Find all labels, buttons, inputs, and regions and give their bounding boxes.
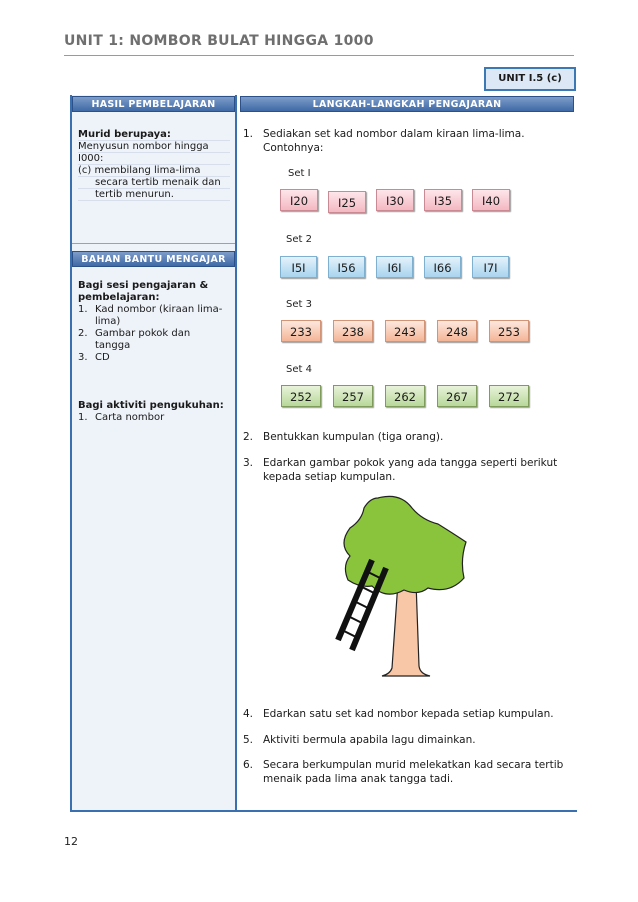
step-text: kepada setiap kumpulan. [263,471,396,483]
unit-badge: UNIT I.5 (c) [484,67,576,91]
number-card: 267 [437,385,477,407]
bahan-line1: CD [95,352,110,363]
number-card: I30 [376,189,414,211]
item-c-line3: tertib menurun. [95,189,174,200]
number-card: I7I [472,256,509,278]
number-card: I20 [280,189,318,211]
number-card: 248 [437,320,477,342]
step-text: Aktiviti bermula apabila lagu dimainkan. [263,734,476,746]
step-number: 5. [243,734,254,746]
step-number: 3. [243,457,254,469]
step-text: Secara berkumpulan murid melekatkan kad secara tertib [263,759,564,771]
step-text: menaik pada lima anak tangga tadi. [263,773,454,785]
step-number: 6. [243,759,254,771]
sesi-label1: Bagi sesi pengajaran & [78,280,209,291]
number-card: 233 [281,320,321,342]
hasil-pembelajaran-header: HASIL PEMBELAJARAN [72,96,235,112]
left-section-divider [72,243,235,244]
step-4 [243,707,573,721]
sesi-label2: pembelajaran: [78,292,160,303]
step-text: Contohnya: [263,142,324,154]
bahan-bantu-header: BAHAN BANTU MENGAJAR [72,251,235,267]
step-number: 2. [243,431,254,443]
set-label: Set I [288,168,311,179]
title-divider [64,55,574,56]
bahan-line2: tangga [95,340,131,351]
bahan-item [78,328,230,352]
number-card: 253 [489,320,529,342]
number-card: 243 [385,320,425,342]
number-card: 272 [489,385,529,407]
tree-ladder-illustration [320,490,500,690]
set-label: Set 4 [286,364,312,375]
step-5 [243,733,573,747]
bahan-content [78,280,230,364]
step-number: 1. [243,128,254,140]
number-card: I66 [424,256,461,278]
number-card: 238 [333,320,373,342]
murid-line1: Menyusun nombor hingga [78,141,209,152]
step-3 [243,456,573,484]
step-text: Bentukkan kumpulan (tiga orang). [263,431,444,443]
bahan-line1: Gambar pokok dan [95,328,191,339]
bahan-line2: lima) [95,316,121,327]
number-card: I6I [376,256,413,278]
item-c-line1: membilang lima-lima [94,165,201,176]
murid-line2: I000: [78,153,104,164]
page-number: 12 [64,835,78,848]
aktiviti-num: 1. [78,412,88,423]
number-card: 252 [281,385,321,407]
number-card: I5I [280,256,317,278]
murid-label: Murid berupaya: [78,129,171,140]
bahan-line1: Kad nombor (kiraan lima- [95,304,223,315]
set-label: Set 3 [286,299,312,310]
step-6 [243,758,573,786]
bahan-item [78,352,230,364]
bahan-num: 2. [78,328,88,339]
step-text: Sediakan set kad nombor dalam kiraan lima-lima. [263,128,525,140]
step-text: Edarkan gambar pokok yang ada tangga seperti berikut [263,457,558,469]
step-2 [243,430,573,444]
hasil-content [78,129,230,201]
number-card: I25 [328,191,366,213]
aktiviti-label: Bagi aktiviti pengukuhan: [78,400,224,411]
aktiviti-item: Carta nombor [95,412,165,423]
item-c-line2: secara tertib menaik dan [95,177,221,188]
step-1 [243,127,573,157]
step-text: Edarkan satu set kad nombor kepada setiap kumpulan. [263,708,554,720]
item-c-marker: (c) [78,165,92,176]
bahan-num: 1. [78,304,88,315]
number-card: 257 [333,385,373,407]
bahan-num: 3. [78,352,88,363]
step-number: 4. [243,708,254,720]
number-card: I40 [472,189,510,211]
number-card: I56 [328,256,365,278]
number-card: 262 [385,385,425,407]
bahan-item [78,304,230,328]
langkah-header: LANGKAH-LANGKAH PENGAJARAN [240,96,574,112]
number-card: I35 [424,189,462,211]
unit-title: UNIT 1: NOMBOR BULAT HINGGA 1000 [64,33,374,49]
set-label: Set 2 [286,234,312,245]
tree-trunk [382,582,430,676]
aktiviti-content [78,400,230,424]
